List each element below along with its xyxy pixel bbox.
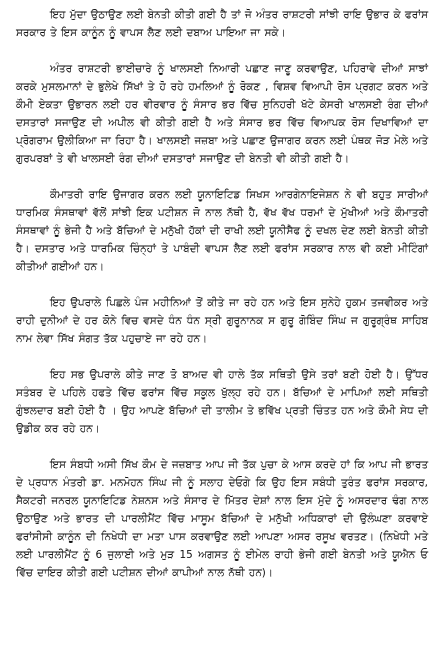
paragraph-situation: ਇਹ ਸਭ ਉਪਰਾਲੇ ਕੀਤੇ ਜਾਣ ਤੋ ਬਾਅਦ ਵੀ ਹਾਲੇ ਤੱਕ ਸਥਿਤੀ ਉਸੇ ਤਰਾਂ ਬਣੀ ਹੋਈ ਹੈ। ਉੱਧਰ ਸਤੰਬਰ ਦੇ ਪਹਿਲੇ ਹਫਤੇ ਵਿੱਚ ਫਰਾਂਸ ਵਿੱਚ ਸਕੂਲ ਖੁੱਲ੍ਹ ਰਹੇ ਹਨ। ਬੱਚਿਆਂ ਦੇ ਮਾਪਿਆਂ ਲਈ ਸਥਿਤੀ ਗੁੰਝਲਦਾਰ ਬਣੀ ਹੋਈ ਹੈ । ਉਹ ਆਪਣੇ ਬੱਚਿਆਂ ਦੀ ਤਾਲੀਮ ਤੇ ਭਵਿੱਖ ਪ੍ਰਤੀ ਚਿੰਤਤ ਹਨ ਅਤੇ ਕੌਮੀ ਸੇਧ ਦੀ ਉਡੀਕ ਕਰ ਰਹੇ ਹਨ। — [16, 369, 428, 435]
paragraph-request: ਇਹ ਮੁੱਦਾ ਉਠਾਉਣ ਲਈ ਬੇਨਤੀ ਕੀਤੀ ਗਈ ਹੈ ਤਾਂ ਜੋ ਅੰਤਰ ਰਾਸ਼ਟਰੀ ਸਾਂਝੀ ਰਾਇ ਉਭਾਰ ਕੇ ਫਰਾਂਸ ਸਰਕਾਰ ਤੇ ਇਸ ਕਾਨੂੰਨ ਨੂੰ ਵਾਪਸ ਲੈਣ ਲਈ ਦਬਾਅ ਪਾਇਆ ਜਾ ਸਕੇ। — [16, 9, 428, 39]
paragraph-appeal: ਅੰਤਰ ਰਾਸ਼ਟਰੀ ਭਾਈਚਾਰੇ ਨੂੰ ਖਾਲਸਈ ਨਿਆਰੀ ਪਛਾਣ ਜਾਣੂ ਕਰਵਾਉਣ, ਪਹਿਰਾਵੇ ਦੀਆਂ ਸਾਝਾਂ ਕਰਕੇ ਮੁਸਲਮਾਨਾਂ ਦੇ ਭੁਲੇਖੇ ਸਿੱਖਾਂ ਤੇ ਹੋ ਰਹੇ ਹਮਲਿਆਂ ਨੂੰ ਰੋਕਣ , ਵਿਸ਼ਵ ਵਿਆਪੀ ਰੋਸ ਪ੍ਰਗਟ ਕਰਨ ਅਤੇ ਕੌਮੀ ਏਕਤਾ ਉਭਾਰਨ ਲਈ ਹਰ ਵੀਰਵਾਰ ਨੂੰ ਸੰਸਾਰ ਭਰ ਵਿੱਚ ਸੁਨਿਹਰੀ ਖੱਟੇ ਕੇਸਰੀ ਖਾਲਸਈ ਰੰਗ ਦੀਆਂ ਦਸਤਾਰਾਂ ਸਜਾਉਣ ਦੀ ਅਪੀਲ ਵੀ ਕੀਤੀ ਗਈ ਹੈ ਅਤੇ ਸੰਸਾਰ ਭਰ ਵਿੱਚ ਵਿਆਪਕ ਰੋਸ ਦਿਖਾਵਿਆਂ ਦਾ ਪ੍ਰੋਗਰਾਮ ਉਲੀਕਿਆ ਜਾ ਰਿਹਾ ਹੈ। ਖਾਲਸਈ ਜਜ਼ਬਾ ਅਤੇ ਪਛਾਣ ਉਜਾਗਰ ਕਰਨ ਲਈ ਪੰਥਕ ਜੋੜ ਮੇਲੇ ਅਤੇ ਗੁਰਪਰਬਾਂ ਤੇ ਵੀ ਖਾਲਸਈ ਰੰਗ ਦੀਆਂ ਦਸਤਾਰਾਂ ਸਜਾਉਣ ਦੀ ਬੇਨਤੀ ਵੀ ਕੀਤੀ ਗਈ ਹੈ। — [16, 63, 428, 165]
paragraph-efforts: ਇਹ ਉਪਰਾਲੇ ਪਿਛਲੇ ਪੰਜ ਮਹੀਨਿਆਂ ਤੋਂ ਕੀਤੇ ਜਾ ਰਹੇ ਹਨ ਅਤੇ ਇਸ ਸੁਨੇਹੇ ਹੁਕਮ ਤਜਵੀਕਰ ਅਤੇ ਰਾਹੀ ਦੁਨੀਆਂ ਦੇ ਹਰ ਕੋਨੇ ਵਿਚ ਵਸਦੇ ਧੰਨ ਧੰਨ ਸ੍ਰੀ ਗੁਰੂਨਾਨਕ ਸ ਗੁਰੂ ਗੋਬਿੰਦ ਸਿੰਘ ਜ ਗੁਰੂਗ੍ਰੰਥ ਸਾਹਿਬ ਨਾਮ ਲੇਵਾ ਸਿੱਖ ਸੰਗਤ ਤੱਕ ਪਹੁਚਾਏ ਜਾ ਰਹੇ ਹਨ। — [16, 297, 428, 345]
paragraph-petition: ਕੌਮਾਤਰੀ ਰਾਇ ਉਜਾਗਰ ਕਰਨ ਲਈ ਯੂਨਾਇਟਿਡ ਸਿਖਸ ਆਰਗੇਨਾਇਜੇਸ਼ਨ ਨੇ ਵੀ ਬਹੁਤ ਸਾਰੀਆਂ ਧਾਰਮਿਕ ਸੰਸਥਾਵਾਂ ਵੱਲੋਂ ਸਾਂਝੀ ਇਕ ਪਟੀਸ਼ਨ ਜੋ ਨਾਲ ਨੱਥੀ ਹੈ, ਵੱਖ ਵੱਖ ਧਰਮਾਂ ਦੇ ਮੁੱਖੀਆਂ ਅਤੇ ਕੌਮਾਤਰੀ ਸੰਸਥਾਵਾਂ ਨੂੰ ਭੇਜੀ ਹੈ ਅਤੇ ਬੱਚਿਆਂ ਦੇ ਮਨੁੱਖੀ ਹੱਕਾਂ ਦੀ ਰਾਖੀ ਲਈ ਯੂਨੀਸੈਫ ਨੂੰ ਦਖਲ ਦੇਣ ਲਈ ਬੇਨਤੀ ਕੀਤੀ ਹੈ। ਦਸਤਾਰ ਅਤੇ ਧਾਰਮਿਕ ਚਿੰਨ੍ਹਾਂ ਤੇ ਪਾਬੰਦੀ ਵਾਪਸ ਲੈਣ ਲਈ ਫਰਾਂਸ ਸਰਕਾਰ ਨਾਲ ਵੀ ਕਈ ਮੀਟਿੰਗਾਂ ਕੀਤੀਆਂ ਗਈਆਂ ਹਨ। — [16, 189, 428, 273]
paragraph-conclusion: ਇਸ ਸੰਬਧੀ ਅਸੀ ਸਿੱਖ ਕੌਮ ਦੇ ਜਜ਼ਬਾਤ ਆਪ ਜੀ ਤੱਕ ਪੁਚਾ ਕੇ ਆਸ ਕਰਦੇ ਹਾਂ ਕਿ ਆਪ ਜੀ ਭਾਰਤ ਦੇ ਪ੍ਰਧਾਨ ਮੰਤਰੀ ਡਾ. ਮਨਮੋਹਨ ਸਿੰਘ ਜੀ ਨੂੰ ਸਲਾਹ ਦੇਓਗੇ ਕਿ ਉਹ ਇਸ ਸਬੰਧੀ ਤੁਰੰਤ ਫਰਾਂਸ ਸਰਕਾਰ, ਸੈਕਟਰੀ ਜਨਰਲ ਯੂਨਾਇਟਿਡ ਨੇਸ਼ਨਸ ਅਤੇ ਸੰਸਾਰ ਦੇ ਮਿੱਤਰ ਦੇਸ਼ਾਂ ਨਾਲ ਇਸ ਮੁੱਦੇ ਨੂੰ ਅਸਰਦਾਰ ਢੰਗ ਨਾਲ ਉਠਾਉਣ ਅਤੇ ਭਾਰਤ ਦੀ ਪਾਰਲੀਮੈਂਟ ਵਿੱਚ ਮਾਸੂਮ ਬੱਚਿਆਂ ਦੇ ਮਨੁੱਖੀ ਅਧਿਕਾਰਾਂ ਦੀ ਉਲੰਘਣਾ ਕਰਵਾਏ ਫਰਾਂਸੀਸੀ ਕਾਨੂੰਨ ਦੀ ਨਿਖੇਧੀ ਦਾ ਮਤਾ ਪਾਸ ਕਰਵਾਉਣ ਲਈ ਆਪਣਾ ਅਸਰ ਰਸੂਖ ਵਰਤਣ। (ਨਿਖੇਧੀ ਮਤੇ ਲਈ ਪਾਰਲੀਮੈਂਟ ਨੂੰ 6 ਜੁਲਾਈ ਅਤੇ ਮੁੜ 15 ਅਗਸਤ ਨੂੰ ਈਮੇਲ ਰਾਹੀ ਭੇਜੀ ਗਈ ਬੇਨਤੀ ਅਤੇ ਯੂਐਨ ਓ ਵਿੱਚ ਦਾਇਰ ਕੀਤੀ ਗਈ ਪਟੀਸ਼ਨ ਦੀਆਂ ਕਾਪੀਆਂ ਨਾਲ ਨੱਥੀ ਹਨ)। — [16, 459, 428, 579]
